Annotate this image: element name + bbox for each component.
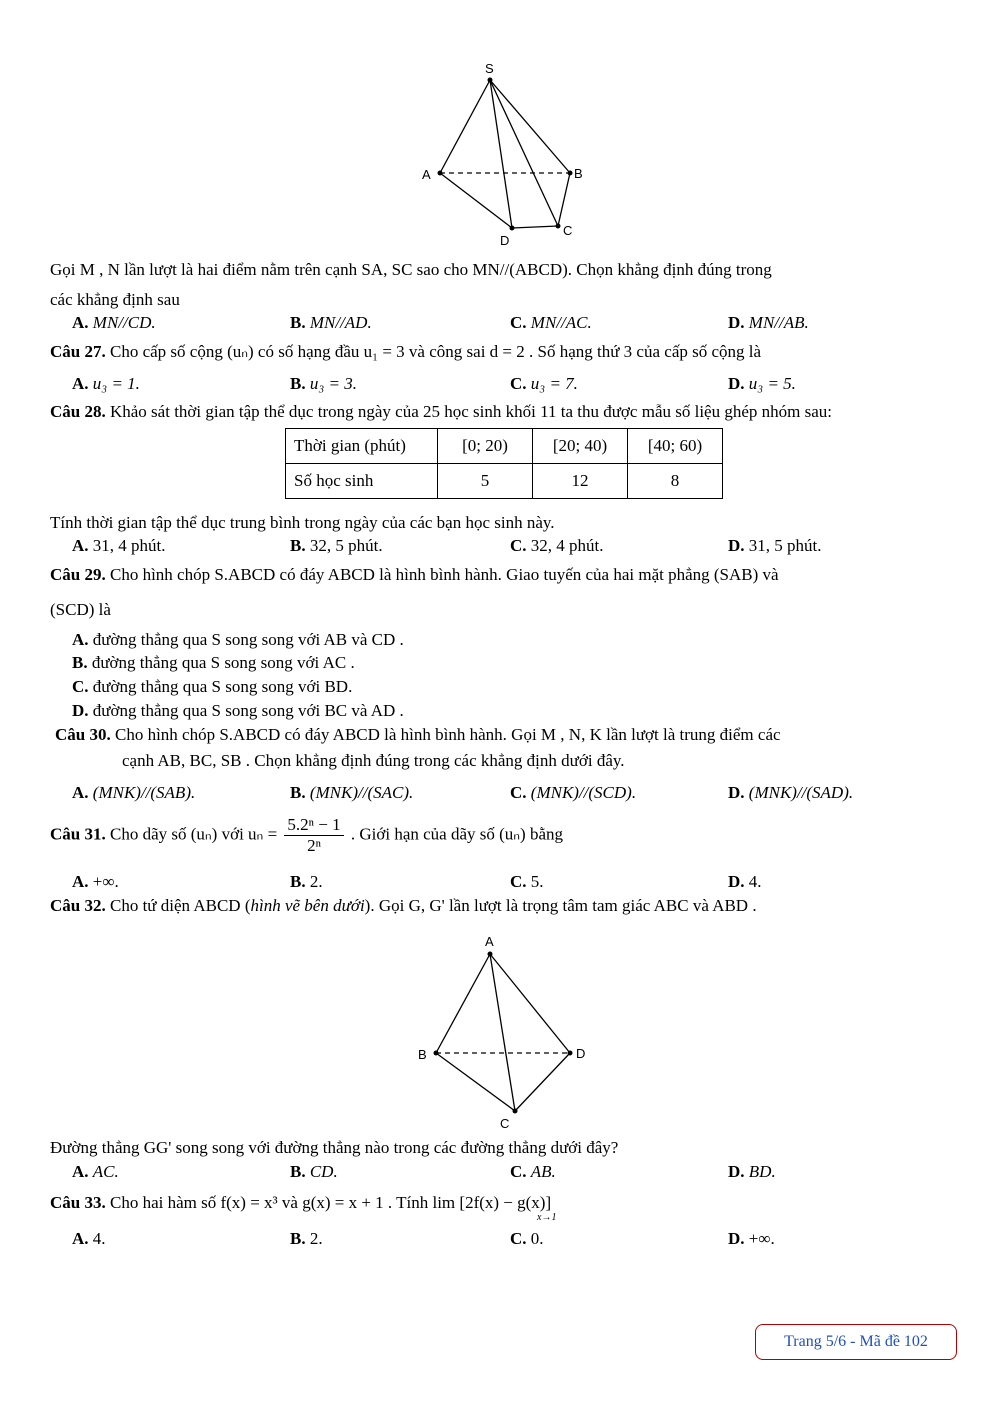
q28-question: Tính thời gian tập thể dục trung bình trong ngày của các bạn học sinh này. bbox=[50, 513, 555, 532]
q26-stem-line1: Gọi M , N lần lượt là hai điểm nằm trên cạnh SA, SC sao cho MN//(ABCD). Chọn khẳng định đúng trong bbox=[50, 260, 772, 279]
table-cell: Thời gian (phút) bbox=[286, 429, 438, 464]
label-s: S bbox=[485, 61, 494, 76]
q30-option-c[interactable]: C. (MNK)//(SCD). bbox=[510, 783, 637, 802]
page-footer: Trang 5/6 - Mã đề 102 bbox=[755, 1324, 957, 1360]
q32-question: Đường thẳng GG' song song với đường thẳng nào trong các đường thẳng dưới đây? bbox=[50, 1138, 619, 1157]
label-c: C bbox=[500, 1116, 510, 1131]
q29-option-d[interactable]: D. đường thẳng qua S song song với BC và AD . bbox=[72, 701, 404, 720]
q32-stem: Câu 32. Cho tứ diện ABCD (hình vẽ bên dưới). Gọi G, G' lần lượt là trọng tâm tam giác ABC và ABD . bbox=[50, 896, 757, 915]
label-b: B bbox=[574, 166, 583, 181]
q32-option-b[interactable]: B. CD. bbox=[290, 1162, 338, 1181]
tetrahedron-figure bbox=[410, 930, 610, 1135]
q28-option-d[interactable]: D. 31, 5 phút. bbox=[728, 536, 822, 555]
q31-option-c[interactable]: C. 5. bbox=[510, 872, 544, 891]
q28-stem: Câu 28. Khảo sát thời gian tập thể dục trong ngày của 25 học sinh khối 11 ta thu được mẫu số liệu ghép nhóm sau: bbox=[50, 402, 832, 421]
q31-fraction: $\frac{\text{5.2ⁿ − 1}}{\text{2ⁿ}}$ bbox=[284, 815, 343, 856]
label-b: B bbox=[418, 1047, 427, 1062]
q30-stem-line1: Câu 30. Cho hình chóp S.ABCD có đáy ABCD là hình bình hành. Gọi M , N, K lần lượt là trung điểm các bbox=[55, 725, 781, 744]
label-d: D bbox=[576, 1046, 586, 1061]
q27-stem: Câu 27. Cho cấp số cộng (uₙ) có số hạng đầu u₁ = 3 và công sai d = 2 . Số hạng thứ 3 của cấp số cộng là bbox=[50, 342, 762, 361]
q33-limit-subscript: x→1 bbox=[537, 1212, 557, 1223]
q26-stem-line2: các khẳng định sau bbox=[50, 290, 180, 309]
q30-option-d[interactable]: D. (MNK)//(SAD). bbox=[728, 783, 854, 802]
label-d: D bbox=[500, 233, 510, 248]
q32-option-d[interactable]: D. BD. bbox=[728, 1162, 776, 1181]
q29-option-b[interactable]: B. đường thẳng qua S song song với AC . bbox=[72, 653, 355, 672]
table-row bbox=[286, 429, 723, 464]
q26-option-b[interactable]: B. MN//AD. bbox=[290, 313, 372, 332]
table-cell: 8 bbox=[628, 464, 723, 499]
q29-option-a[interactable]: A. đường thẳng qua S song song với AB và CD . bbox=[72, 630, 404, 649]
label-c: C bbox=[563, 223, 573, 238]
q33-option-a[interactable]: A. 4. bbox=[72, 1229, 106, 1248]
q30-option-a[interactable]: A. (MNK)//(SAB). bbox=[72, 783, 196, 802]
q29-stem-line2: (SCD) là bbox=[50, 600, 111, 619]
table-row bbox=[286, 464, 723, 499]
q27-option-d[interactable]: D. u₃ = 5. bbox=[728, 374, 796, 393]
q27-option-a[interactable]: A. u₃ = 1. bbox=[72, 374, 140, 393]
q33-stem: Câu 33. Cho hai hàm số f(x) = x³ và g(x) = x + 1 . Tính lim [2f(x) − g(x)] bbox=[50, 1193, 552, 1212]
table-cell: [40; 60) bbox=[628, 429, 723, 464]
q28-option-a[interactable]: A. 31, 4 phút. bbox=[72, 536, 166, 555]
q31-stem: Câu 31. Cho dãy số (uₙ) với uₙ = $\frac{\text{5.2ⁿ − 1}}{\text{2ⁿ}}$ . Giới hạn của dãy số (uₙ) bằng bbox=[50, 815, 564, 855]
q32-option-c[interactable]: C. AB. bbox=[510, 1162, 556, 1181]
pyramid-figure bbox=[400, 55, 620, 250]
q33-option-d[interactable]: D. +∞. bbox=[728, 1229, 775, 1248]
table-cell: 12 bbox=[533, 464, 628, 499]
q30-stem-line2: cạnh AB, BC, SB . Chọn khẳng định đúng trong các khẳng định dưới đây. bbox=[122, 751, 625, 770]
q32-option-a[interactable]: A. AC. bbox=[72, 1162, 119, 1181]
q31-option-b[interactable]: B. 2. bbox=[290, 872, 323, 891]
table-cell: Số học sinh bbox=[286, 464, 438, 499]
q31-option-a[interactable]: A. +∞. bbox=[72, 872, 119, 891]
q27-option-c[interactable]: C. u₃ = 7. bbox=[510, 374, 578, 393]
q28-table bbox=[285, 428, 723, 499]
q29-stem-line1: Câu 29. Cho hình chóp S.ABCD có đáy ABCD là hình bình hành. Giao tuyến của hai mặt phẳng (SAB) và bbox=[50, 565, 779, 584]
table-cell: [0; 20) bbox=[438, 429, 533, 464]
q29-option-c[interactable]: C. đường thẳng qua S song song với BD. bbox=[72, 677, 353, 696]
q28-option-c[interactable]: C. 32, 4 phút. bbox=[510, 536, 604, 555]
q31-option-d[interactable]: D. 4. bbox=[728, 872, 762, 891]
q28-option-b[interactable]: B. 32, 5 phút. bbox=[290, 536, 383, 555]
q33-option-b[interactable]: B. 2. bbox=[290, 1229, 323, 1248]
q26-option-c[interactable]: C. MN//AC. bbox=[510, 313, 592, 332]
label-a: A bbox=[485, 934, 494, 949]
table-cell: 5 bbox=[438, 464, 533, 499]
q33-option-c[interactable]: C. 0. bbox=[510, 1229, 544, 1248]
q30-option-b[interactable]: B. (MNK)//(SAC). bbox=[290, 783, 414, 802]
q27-option-b[interactable]: B. u₃ = 3. bbox=[290, 374, 357, 393]
table-cell: [20; 40) bbox=[533, 429, 628, 464]
q26-option-a[interactable]: A. MN//CD. bbox=[72, 313, 156, 332]
label-a: A bbox=[422, 167, 431, 182]
q26-option-d[interactable]: D. MN//AB. bbox=[728, 313, 809, 332]
